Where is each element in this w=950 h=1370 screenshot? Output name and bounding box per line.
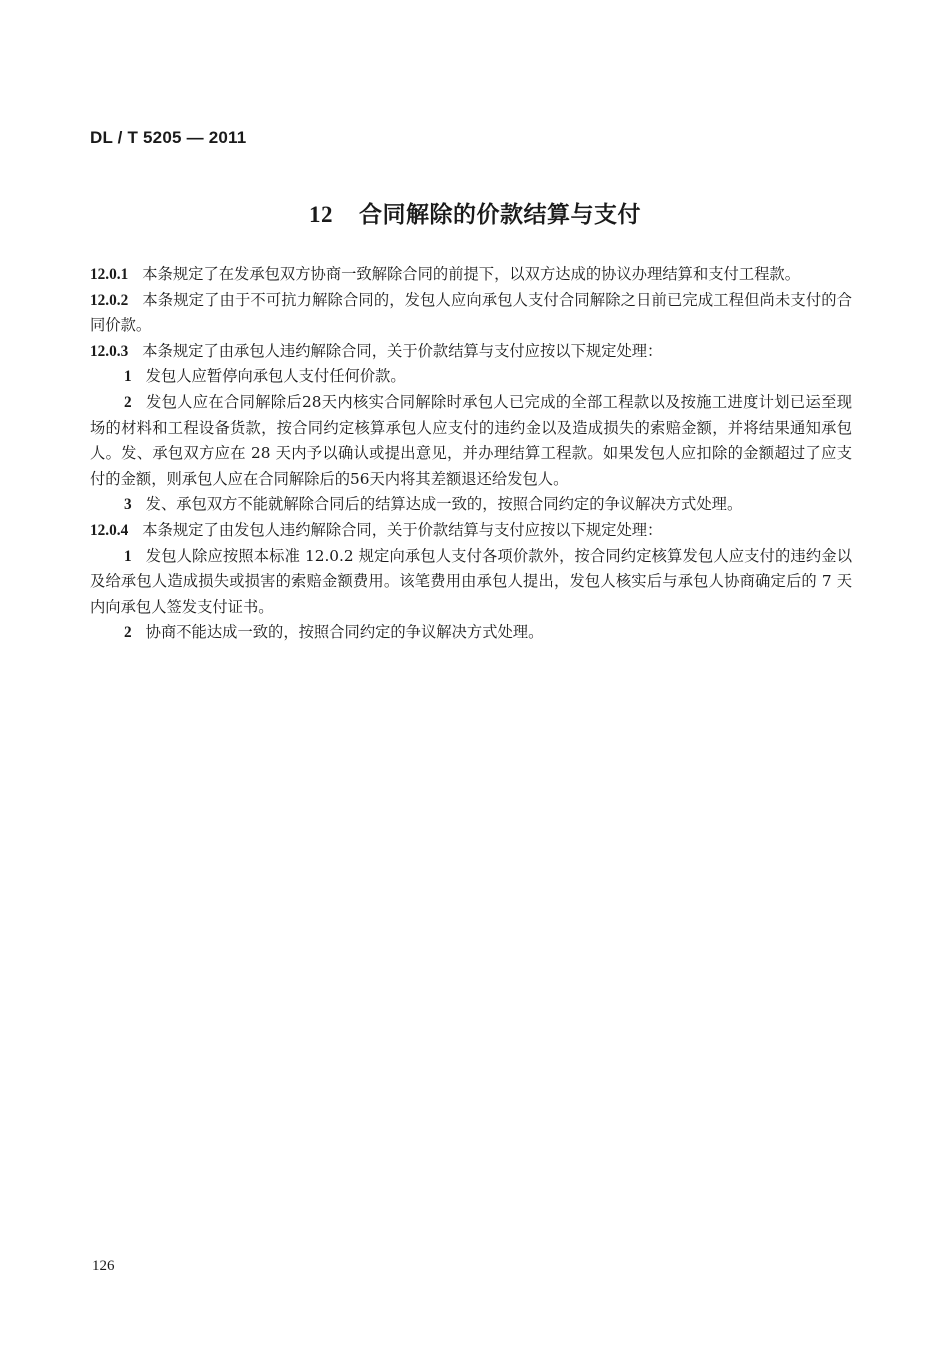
standard-code-header: DL / T 5205 — 2011	[90, 128, 247, 147]
clause-12-0-3-item-3	[90, 492, 852, 518]
item-number: 2	[124, 624, 132, 642]
clause-12-0-2	[90, 288, 852, 339]
clause-12-0-4	[90, 518, 852, 544]
item-number: 1	[124, 368, 132, 386]
chapter-number: 12	[309, 202, 333, 227]
item-text: 发包人应在合同解除后28天内核实合同解除时承包人已完成的全部工程款以及按施工进度计划已运至现场的材料和工程设备货款，按合同约定核算承包人应支付的违约金以及造成损失的索赔金额，并将结果通知承包人。发、承包双方应在 28 天内予以确认或提出意见，并办理结算工程款。如果发包人应扣除的金额超过了应支付的金额，则承包人应在合同解除后的56天内将其差额退还给发包人。	[90, 392, 852, 488]
item-text: 发包人除应按照本标准 12.0.2 规定向承包人支付各项价款外，按合同约定核算发包人应支付的违约金以及给承包人造成损失或损害的索赔金额费用。该笔费用由承包人提出，发包人核实后与承包人协商确定后的 7 天内向承包人签发支付证书。	[90, 546, 852, 616]
clause-12-0-3-item-2	[90, 390, 852, 492]
item-text: 发、承包双方不能就解除合同后的结算达成一致的，按照合同约定的争议解决方式处理。	[145, 495, 743, 514]
clause-number: 12.0.4	[90, 521, 129, 539]
clause-number: 12.0.3	[90, 342, 129, 360]
item-number: 3	[124, 496, 132, 514]
clause-12-0-3-item-1	[90, 364, 852, 390]
clause-text: 本条规定了由于不可抗力解除合同的，发包人应向承包人支付合同解除之日前已完成工程但尚未支付的合同价款。	[90, 290, 852, 335]
item-text: 协商不能达成一致的，按照合同约定的争议解决方式处理。	[145, 623, 544, 642]
item-number: 1	[124, 547, 132, 565]
clause-12-0-4-item-1	[90, 544, 852, 621]
page-number: 126	[92, 1258, 115, 1274]
clause-text: 本条规定了在发承包双方协商一致解除合同的前提下，以双方达成的协议办理结算和支付工程款。	[142, 265, 801, 283]
clause-12-0-1	[90, 262, 852, 288]
item-text: 发包人应暂停向承包人支付任何价款。	[145, 367, 406, 386]
clause-12-0-3	[90, 339, 852, 365]
chapter-title-text: 合同解除的价款结算与支付	[359, 202, 641, 228]
clause-number: 12.0.1	[90, 266, 129, 283]
clause-text: 本条规定了由承包人违约解除合同，关于价款结算与支付应按以下规定处理：	[142, 341, 663, 360]
chapter-title	[0, 196, 950, 229]
clause-12-0-4-item-2	[90, 620, 852, 646]
item-number: 2	[124, 393, 132, 411]
clause-text: 本条规定了由发包人违约解除合同，关于价款结算与支付应按以下规定处理：	[142, 520, 663, 539]
document-body	[90, 262, 852, 646]
clause-number: 12.0.2	[90, 291, 129, 309]
